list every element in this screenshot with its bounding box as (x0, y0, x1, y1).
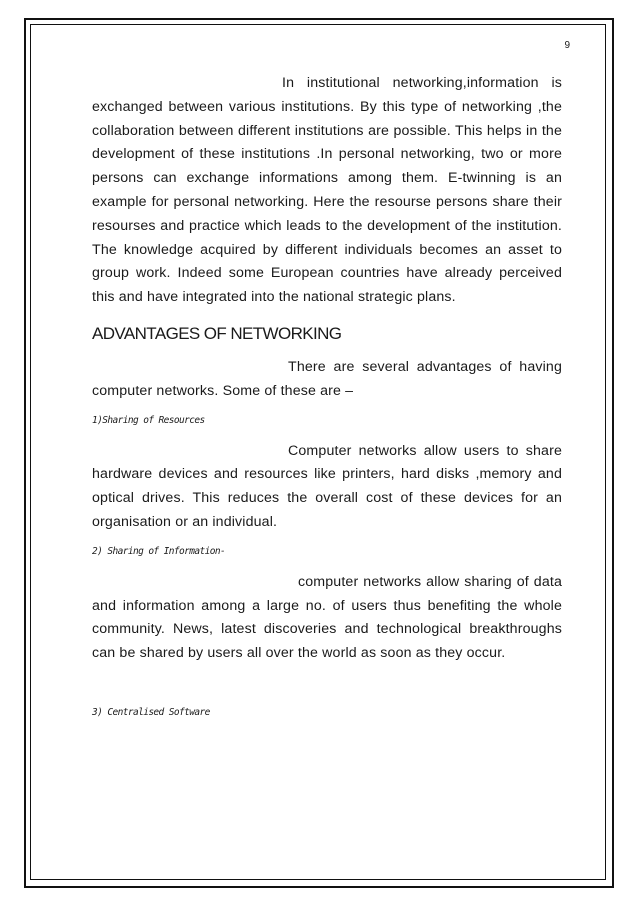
page-number: 9 (564, 40, 570, 51)
paragraph-sharing-resources: Computer networks allow users to share hardware devices and resources like printers, hard disks ,memory and optical drives. This reduces the overall cost of these devices for an organisation or an individual. (92, 442, 562, 530)
page-content (92, 72, 562, 732)
subheading-centralised-software: 3) Centralised Software (92, 706, 210, 718)
section-heading: ADVANTAGES OF NETWORKING (92, 323, 342, 343)
intro-paragraph: There are several advantages of having computer networks. Some of these are – (92, 358, 562, 399)
subheading-sharing-resources: 1)Sharing of Resources (92, 414, 205, 426)
subheading-sharing-information: 2) Sharing of Information- (92, 545, 226, 557)
paragraph-sharing-information: computer networks allow sharing of data and information among a large no. of users thus benefiting the whole community. News, latest discoveries and technological breakthroughs can be shared by users all over the world as soon as they occur. (92, 573, 562, 662)
paragraph-institutional-networking: In institutional networking,information is exchanged between various institutions. By this type of networking ,the collaboration between different institutions are possible. This helps in the development of these institutions .In personal networking, two or more persons can exchange informations among them. E-twinning is an example for personal networking. Here the resourse persons share their resourses and practice which leads to the development of the institution. The knowledge acquired by different individuals becomes an asset to group work. Indeed some European countries have already perceived this and have integrated into the national strategic plans. (92, 75, 562, 306)
